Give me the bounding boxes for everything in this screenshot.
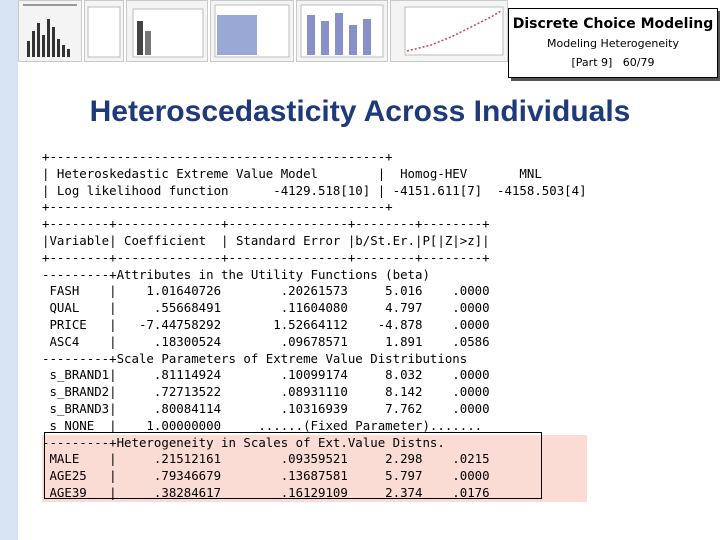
output-line: ---------+Attributes in the Utility Functions (beta): [42, 266, 430, 282]
thumbnail-line-plot: [390, 0, 508, 62]
output-line: ---------+Scale Parameters of Extreme Value Distributions: [42, 350, 468, 366]
highlighted-output-line: ---------+Heterogeneity in Scales of Ext.Value Distns.: [42, 435, 587, 452]
output-line: | Log likelihood function -4129.518[10] | -4151.611[7] -4158.503[4]: [42, 182, 587, 198]
output-line: +--------+--------------+----------------+--------+--------+: [42, 249, 490, 265]
output-line: FASH | 1.01640726 .20261573 5.016 .0000: [42, 283, 490, 299]
output-line: +--------+--------------+----------------+--------+--------+: [42, 216, 490, 232]
output-line: QUAL | .55668491 .11604080 4.797 .0000: [42, 300, 490, 316]
bar-chart-thumbnail-icon: [19, 1, 81, 61]
output-line: +---------------------------------------------+: [42, 199, 393, 215]
estimation-output: [42, 149, 587, 502]
thumbnail-strip: [18, 0, 508, 64]
bar-groups-thumbnail-icon: [297, 1, 387, 61]
highlighted-output-line: MALE | .21512161 .09359521 2.298 .0215: [42, 451, 587, 468]
output-line: ASC4 | .18300524 .09678571 1.891 .0586: [42, 333, 490, 349]
left-accent-bar: [0, 0, 18, 540]
thumbnail-bar-chart: [18, 0, 82, 62]
part-page-indicator: [509, 56, 717, 69]
output-line: s_NONE | 1.00000000 ......(Fixed Parameter).......: [42, 417, 483, 433]
output-line: | Heteroskedastic Extreme Value Model | Homog-HEV MNL: [42, 165, 542, 181]
small-plot-thumbnail-icon: [85, 1, 123, 61]
highlighted-output-line: AGE25 | .79346679 .13687581 5.797 .0000: [42, 468, 587, 485]
course-title-box: [508, 8, 718, 78]
course-title: Discrete Choice Modeling: [512, 16, 714, 32]
thumbnail-area-plot: [210, 0, 294, 62]
page-number: 60/79: [622, 56, 655, 69]
thumbnail-bar-groups: [296, 0, 388, 62]
output-line: s_BRAND2| .72713522 .08931110 8.142 .0000: [42, 384, 490, 400]
highlighted-output-line: AGE39 | .38284617 .16129109 2.374 .0176: [42, 485, 587, 502]
area-plot-thumbnail-icon: [211, 1, 293, 61]
output-line: +---------------------------------------------+: [42, 149, 393, 164]
part-label: [Part 9]: [571, 56, 613, 69]
thumbnail-small-plot: [84, 0, 124, 62]
output-line: s_BRAND1| .81114924 .10099174 8.032 .0000: [42, 367, 490, 383]
histogram-thumbnail-icon: [127, 1, 207, 61]
output-line: PRICE | -7.44758292 1.52664112 -4.878 .0000: [42, 316, 490, 332]
course-subtitle: Modeling Heterogeneity: [546, 37, 680, 50]
line-plot-thumbnail-icon: [391, 1, 507, 61]
output-line: |Variable| Coefficient | Standard Error |b/St.Er.|P[|Z|>z]|: [42, 232, 490, 248]
thumbnail-histogram: [126, 0, 208, 62]
output-line: s_BRAND3| .80084114 .10316939 7.762 .0000: [42, 400, 490, 416]
slide-title: Heteroscedasticity Across Individuals: [89, 95, 631, 128]
